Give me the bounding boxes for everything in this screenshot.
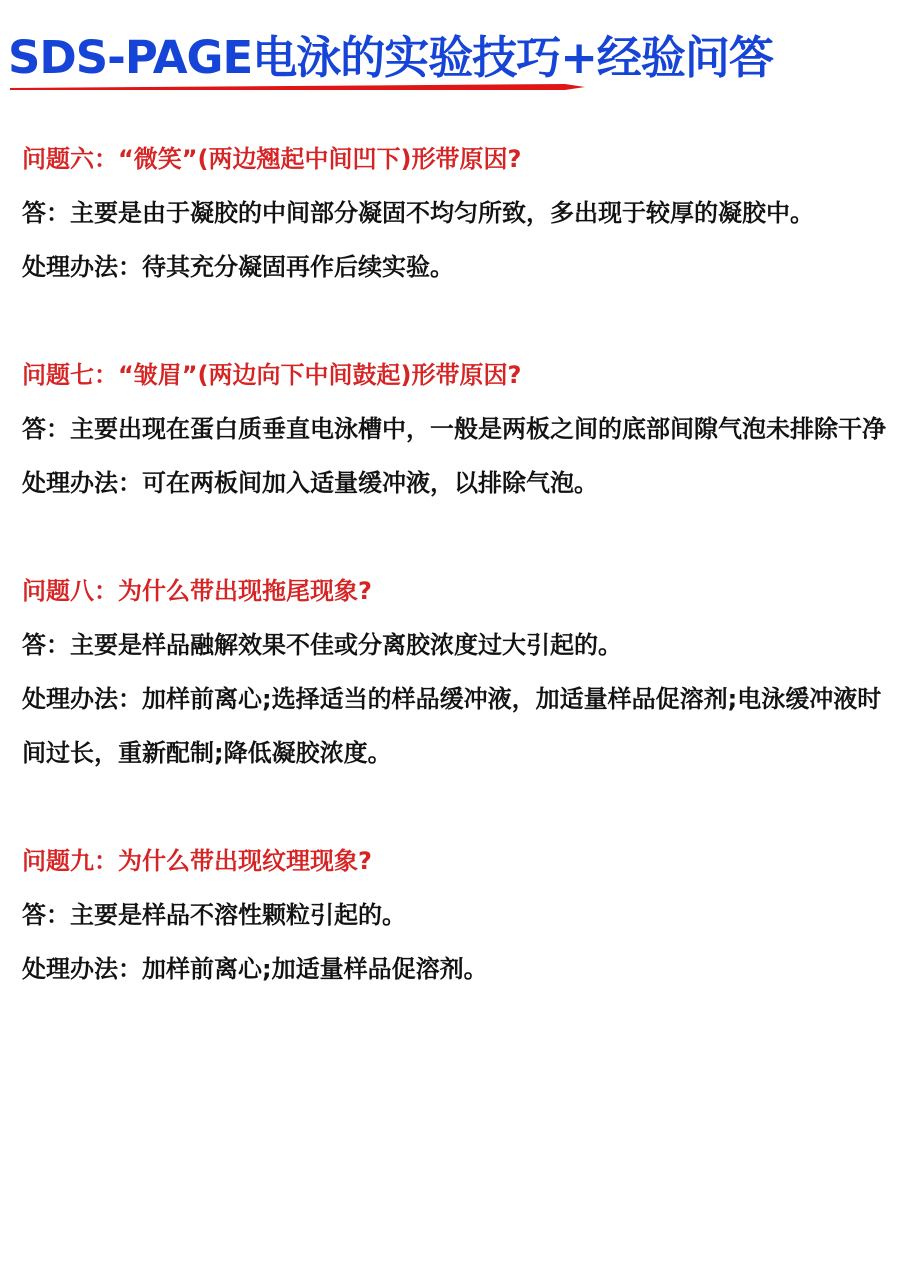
question-six: 问题六：“微笑”(两边翘起中间凹下)形带原因? — [22, 145, 522, 173]
qa-content — [22, 132, 890, 996]
title-block — [8, 30, 888, 100]
solution-eight: 处理办法：加样前离心;选择适当的样品缓冲液，加适量样品促溶剂;电泳缓冲液时间过长，重新配制;降低凝胶浓度。 — [22, 685, 882, 767]
page-title: SDS-PAGE电泳的实验技巧+经验问答 — [8, 31, 773, 84]
qa-section-nine — [22, 834, 890, 996]
question-seven: 问题七：“皱眉”(两边向下中间鼓起)形带原因? — [22, 361, 522, 389]
answer-eight: 答：主要是样品融解效果不佳或分离胶浓度过大引起的。 — [22, 631, 622, 659]
answer-six: 答：主要是由于凝胶的中间部分凝固不均匀所致，多出现于较厚的凝胶中。 — [22, 199, 814, 227]
solution-nine: 处理办法：加样前离心;加适量样品促溶剂。 — [22, 955, 488, 983]
answer-nine: 答：主要是样品不溶性颗粒引起的。 — [22, 901, 406, 929]
answer-seven: 答：主要出现在蛋白质垂直电泳槽中，一般是两板之间的底部间隙气泡未排除干净 — [22, 415, 886, 443]
red-arrow-underline-icon — [10, 80, 585, 98]
qa-section-eight — [22, 564, 890, 780]
solution-six: 处理办法：待其充分凝固再作后续实验。 — [22, 253, 454, 281]
question-nine: 问题九：为什么带出现纹理现象? — [22, 847, 372, 875]
qa-section-seven — [22, 348, 890, 510]
question-eight: 问题八：为什么带出现拖尾现象? — [22, 577, 372, 605]
solution-seven: 处理办法：可在两板间加入适量缓冲液，以排除气泡。 — [22, 469, 598, 497]
qa-section-six — [22, 132, 890, 294]
